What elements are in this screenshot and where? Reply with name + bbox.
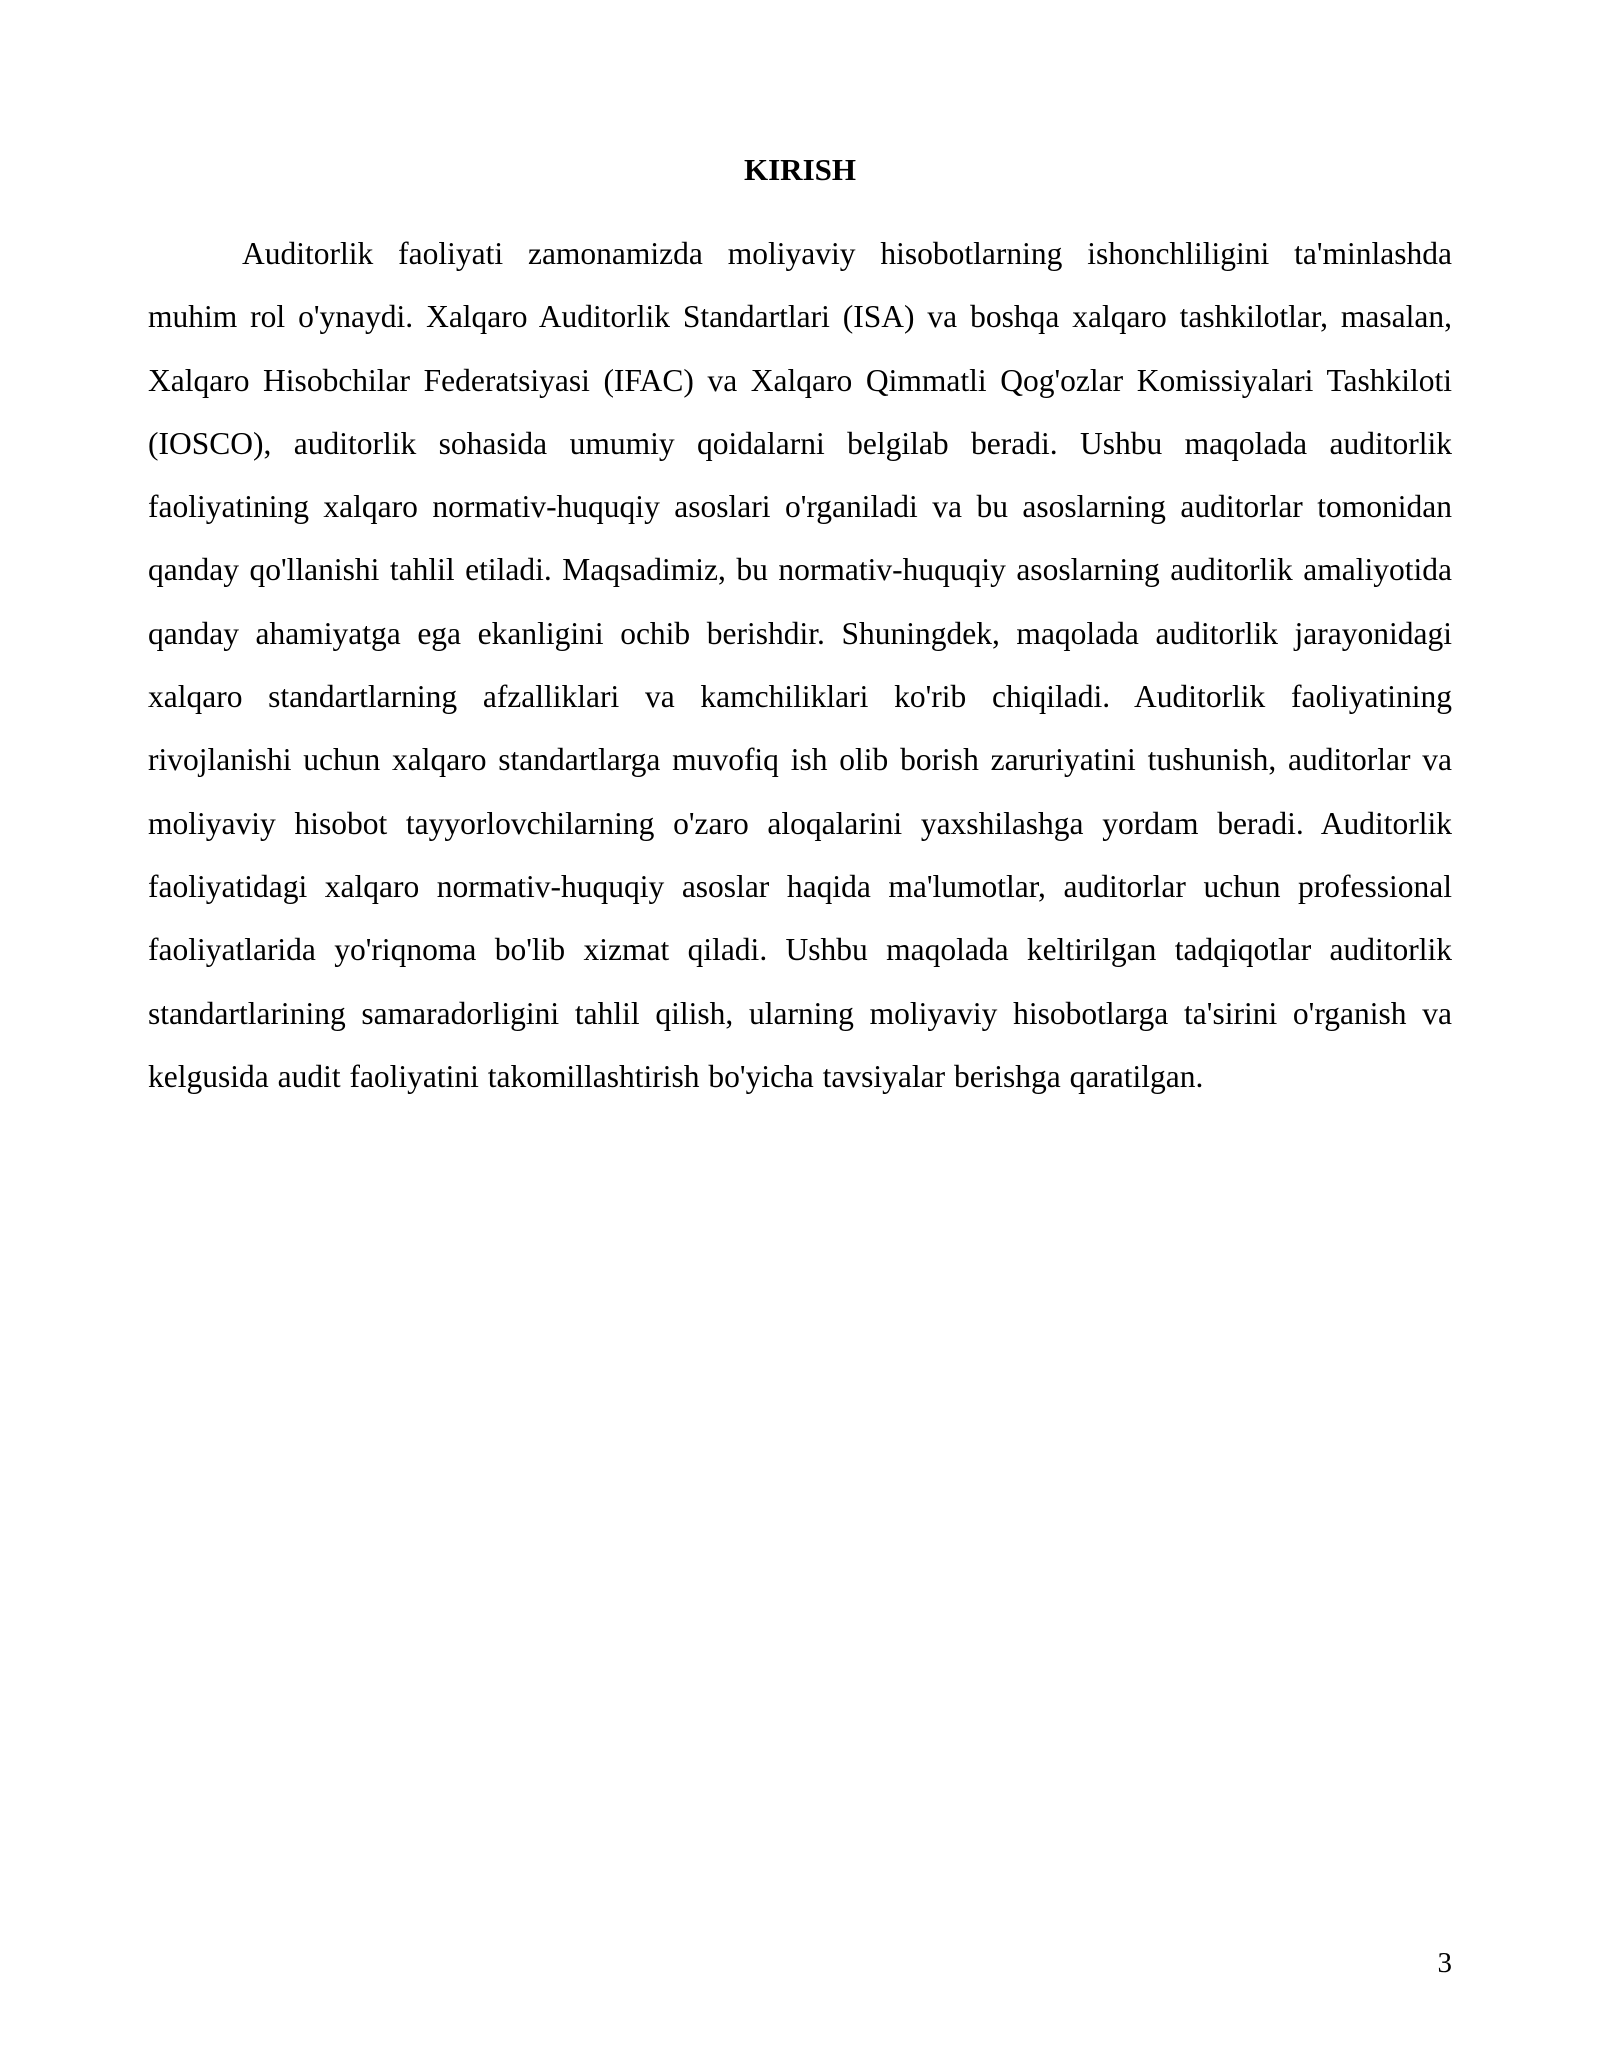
body-paragraph: Auditorlik faoliyati zamonamizda moliyaviy hisobotlarning ishonchliligini ta'minlashda muhim rol o'ynaydi. Xalqaro Auditorlik Standartlari (ISA) va boshqa xalqaro tashkilotlar, masalan, Xalqaro Hisobchilar Federatsiyasi (IFAC) va Xalqaro Qimmatli Qog'ozlar Komissiyalari Tashkiloti (IOSCO), auditorlik sohasida umumiy qoidalarni belgilab beradi. Ushbu maqolada auditorlik faoliyatining xalqaro normativ-huquqiy asoslari o'rganiladi va bu asoslarning auditorlar tomonidan qanday qo'llanishi tahlil etiladi. Maqsadimiz, bu normativ-huquqiy asoslarning auditorlik amaliyotida qanday ahamiyatga ega ekanligini ochib berishdir. Shuningdek, maqolada auditorlik jarayonidagi xalqaro standartlarning afzalliklari va kamchiliklari ko'rib chiqiladi. Auditorlik faoliyatining rivojlanishi uchun xalqaro standartlarga muvofiq ish olib borish zaruriyatini tushunish, auditorlar va moliyaviy hisobot tayyorlovchilarning o'zaro aloqalarini yaxshilashga yordam beradi. Auditorlik faoliyatidagi xalqaro normativ-huquqiy asoslar haqida ma'lumotlar, auditorlar uchun professional faoliyatlarida yo'riqnoma bo'lib xizmat qiladi. Ushbu maqolada keltirilgan tadqiqotlar auditorlik standartlarining samaradorligini tahlil qilish, ularning moliyaviy hisobotlarga ta'sirini o'rganish va kelgusida audit faoliyatini takomillashtirish bo'yicha tavsiyalar berishga qaratilgan. <box>148 236 1452 1094</box>
page-title: KIRISH <box>744 152 856 187</box>
page-number: 3 <box>1437 1947 1452 1979</box>
